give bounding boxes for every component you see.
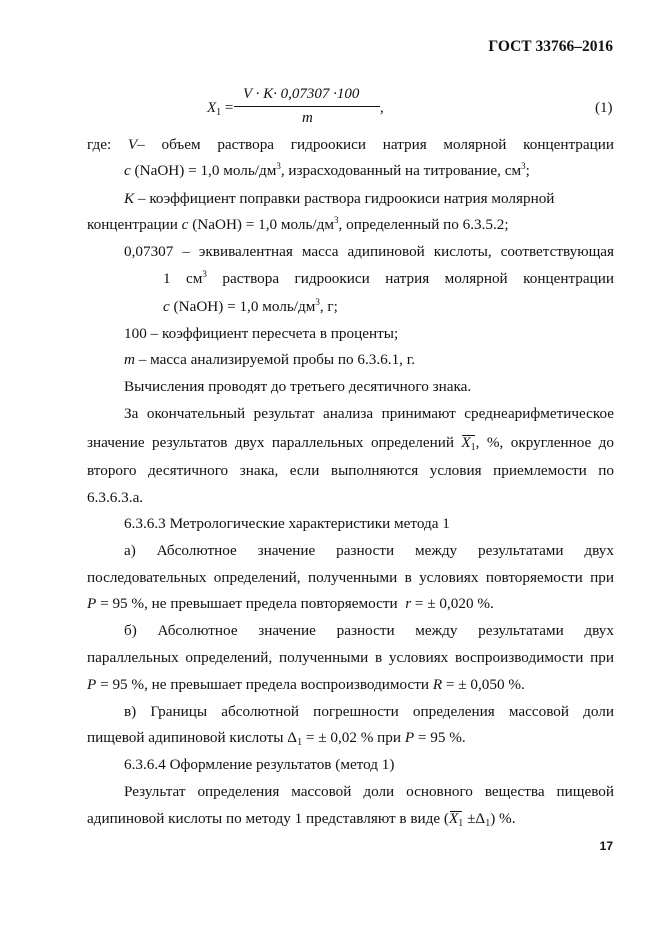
item-a-line3: P = 95 %, не превышает предела повторяемости r = ± 0,020 %. — [87, 595, 494, 612]
paragraph-final-line2: значение результатов двух параллельных определений $X_1$, %, округленное до — [87, 434, 614, 453]
def-percent-line: 100 – коэффициент пересчета в проценты; — [124, 325, 399, 342]
document-header: ГОСТ 33766–2016 — [488, 38, 613, 55]
def-equiv-line1: 0,07307 – эквивалентная масса адипиновой кислоты, соответствующая — [124, 243, 614, 260]
formula-comma: , — [380, 100, 384, 116]
formula-1 — [207, 86, 613, 136]
paragraph-final-line3: второго десятичного знака, если выполняются условия приемлемости по — [87, 462, 614, 479]
item-b-line2: параллельных определений, полученными в условиях воспроизводимости при — [87, 649, 614, 666]
formula-denominator: m — [302, 110, 313, 126]
section-634-title: 6.3.6.4 Оформление результатов (метод 1) — [124, 756, 395, 773]
def-v-line1: где: V– объем раствора гидроокиси натрия молярной концентрации — [87, 136, 615, 153]
def-equiv-line3: c (NaOH) = 1,0 моль/$дм^3$, г; — [163, 297, 338, 315]
paragraph-calc: Вычисления проводят до третьего десятичного знака. — [124, 378, 472, 395]
item-a-line1: а) Абсолютное значение разности между результатами двух — [124, 542, 614, 559]
formula-numerator: V · K· 0,07307 ·100 — [243, 86, 360, 102]
fraction-bar — [234, 106, 380, 107]
result-line1: Результат определения массовой доли основного вещества пищевой — [124, 783, 614, 800]
paragraph-final-line4: 6.3.6.3.а. — [87, 489, 144, 506]
item-c-line1: в) Границы абсолютной погрешности определения массовой доли — [124, 703, 614, 720]
page-number: 17 — [599, 839, 613, 853]
def-equiv-line2: 1 $см^3$ раствора гидроокиси натрия молярной концентрации — [163, 269, 614, 287]
paragraph-final-line1: За окончательный результат анализа принимают среднеарифметическое — [124, 405, 614, 422]
section-633-title: 6.3.6.3 Метрологические характеристики метода 1 — [124, 515, 450, 532]
def-v-line2: c (NaOH) = 1,0 моль/$дм^3$, израсходованный на титрование, $см^3$; — [124, 161, 530, 179]
item-c-line2: пищевой адипиновой кислоты $\Delta_1$ = ± 0,02 % при P = 95 %. — [87, 729, 466, 748]
def-m-line: m – масса анализируемой пробы по 6.3.6.1, г. — [124, 351, 416, 368]
item-a-line2: последовательных определений, полученными в условиях повторяемости при — [87, 569, 614, 586]
def-k-line1: K – коэффициент поправки раствора гидроокиси натрия молярной — [124, 190, 555, 207]
formula-lhs: $X_1$ = — [207, 100, 234, 118]
item-b-line3: P = 95 %, не превышает предела воспроизводимости R = ± 0,050 %. — [87, 676, 525, 693]
equation-number: (1) — [595, 100, 613, 116]
def-k-line2: концентрации c (NaOH) = 1,0 моль/$дм^3$, определенный по 6.3.5.2; — [87, 215, 509, 233]
result-line2: адипиновой кислоты по методу 1 представляют в виде $(X_1 \pm\Delta_1)$ %. — [87, 810, 516, 829]
item-b-line1: б) Абсолютное значение разности между результатами двух — [124, 622, 614, 639]
